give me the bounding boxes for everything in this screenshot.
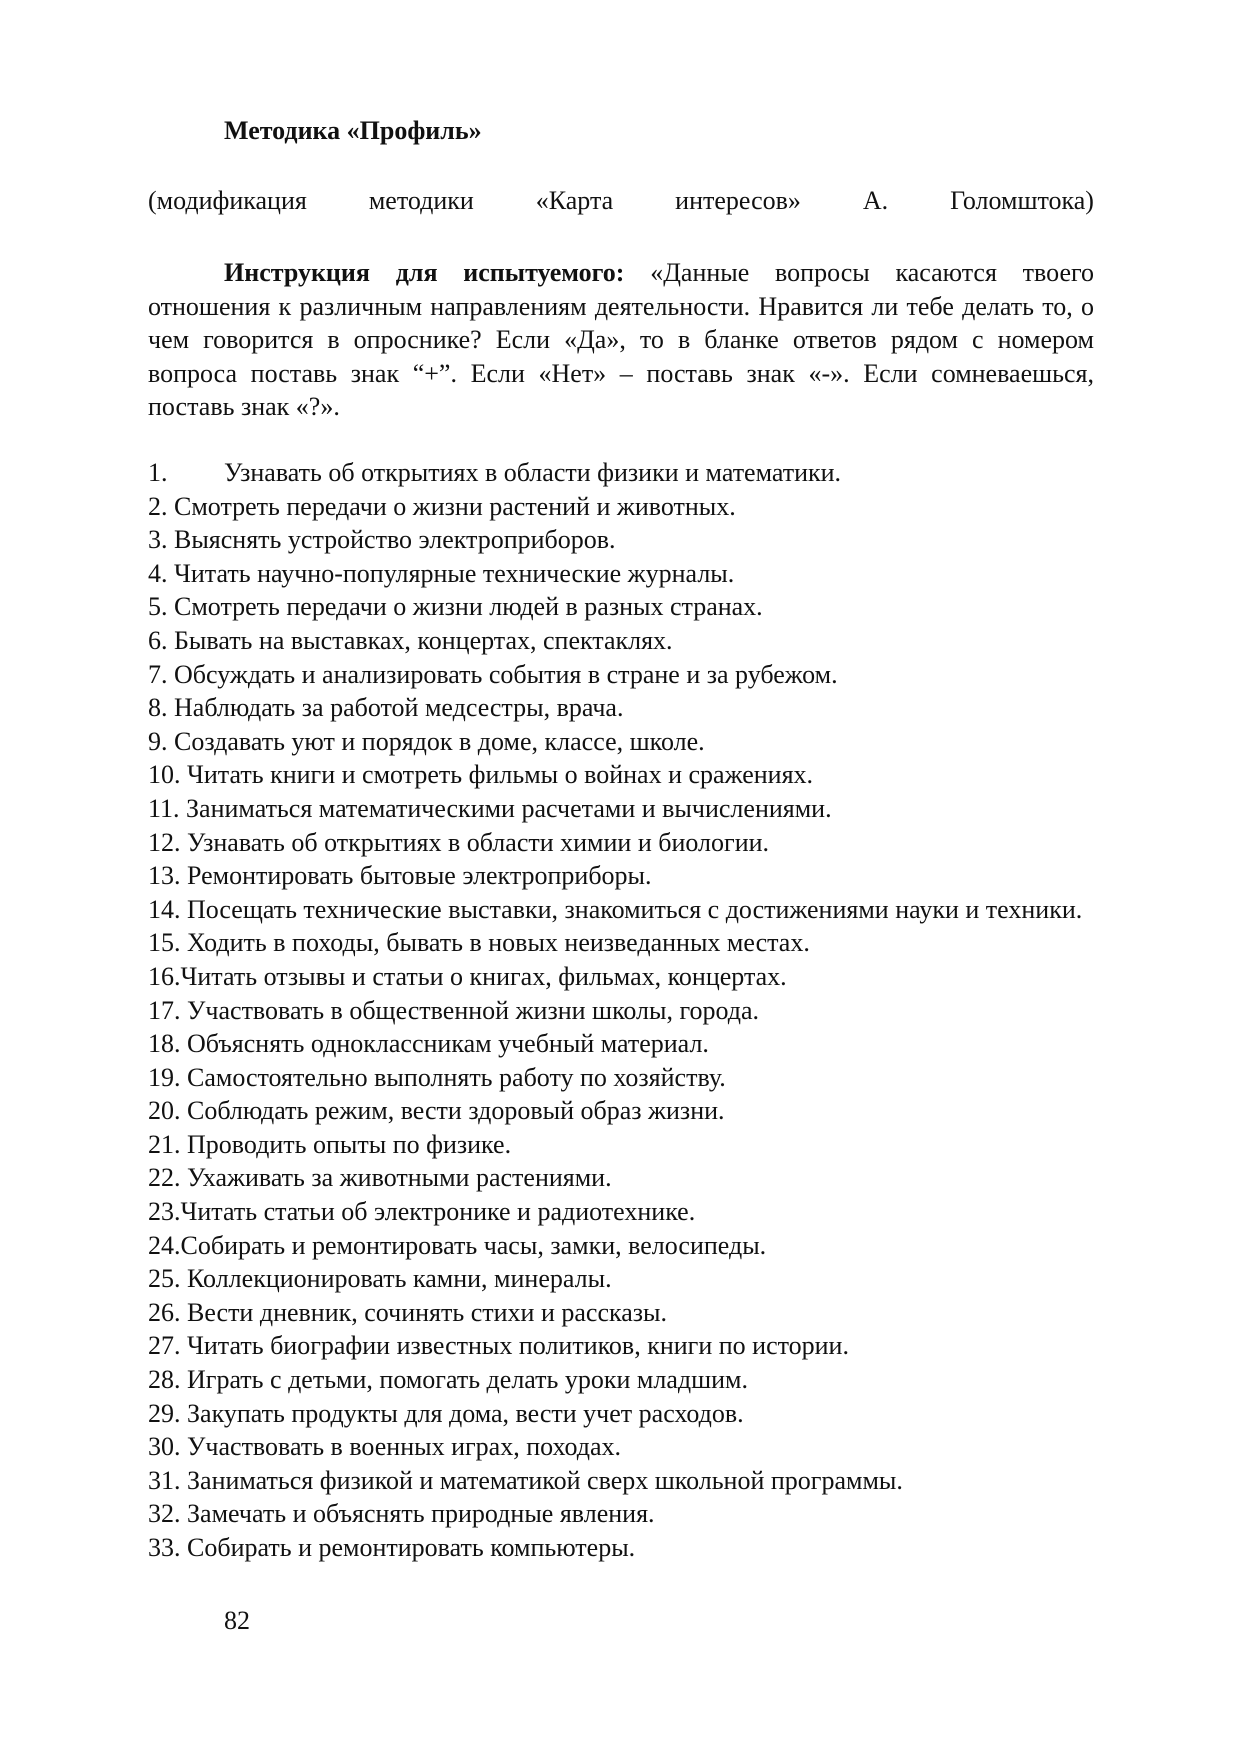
questionnaire-item: 21. Проводить опыты по физике. <box>148 1129 512 1159</box>
questionnaire-item: 30. Участвовать в военных играх, походах. <box>148 1432 621 1462</box>
questionnaire-item: 23.Читать статьи об электронике и радиотехнике. <box>148 1197 696 1227</box>
questionnaire-item: 11. Заниматься математическими расчетами и вычислениями. <box>148 793 832 823</box>
item-number: 1. <box>148 458 168 487</box>
questionnaire-item: 27. Читать биографии известных политиков, книги по истории. <box>148 1331 849 1361</box>
questionnaire-item: 31. Заниматься физикой и математикой сверх школьной программы. <box>148 1465 903 1495</box>
subtitle-word: А. <box>862 186 889 215</box>
document-title: Методика «Профиль» <box>224 116 482 145</box>
questionnaire-item: 26. Вести дневник, сочинять стихи и рассказы. <box>148 1297 667 1327</box>
instruction-label: Инструкция для испытуемого: <box>224 258 625 287</box>
questionnaire-item: 5. Смотреть передачи о жизни людей в разных странах. <box>148 592 763 622</box>
page-number: 82 <box>224 1606 250 1635</box>
subtitle-word: интересов» <box>675 186 801 215</box>
questionnaire-item <box>148 456 1094 490</box>
subtitle-word: (модификация <box>148 186 307 215</box>
questionnaire-item: 9. Создавать уют и порядок в доме, классе, школе. <box>148 726 705 756</box>
item-text: Узнавать об открытиях в области физики и математики. <box>224 458 842 487</box>
questionnaire-item: 14. Посещать технические выставки, знакомиться с достижениями науки и техники. <box>148 894 1083 924</box>
questionnaire-item: 4. Читать научно-популярные технические журналы. <box>148 558 735 588</box>
questionnaire-item: 2. Смотреть передачи о жизни растений и животных. <box>148 491 736 521</box>
questionnaire-item: 32. Замечать и объяснять природные явления. <box>148 1499 655 1529</box>
questionnaire-item: 15. Ходить в походы, бывать в новых неизведанных местах. <box>148 928 810 958</box>
questionnaire-item: 17. Участвовать в общественной жизни школы, города. <box>148 995 760 1025</box>
questionnaire-item: 12. Узнавать об открытиях в области химии и биологии. <box>148 827 770 857</box>
subtitle-word: методики <box>368 186 474 215</box>
questionnaire-item: 20. Соблюдать режим, вести здоровый образ жизни. <box>148 1096 725 1126</box>
questionnaire-item: 10. Читать книги и смотреть фильмы о войнах и сражениях. <box>148 760 814 790</box>
questionnaire-item: 7. Обсуждать и анализировать события в стране и за рубежом. <box>148 659 838 689</box>
questionnaire-item: 16.Читать отзывы и статьи о книгах, фильмах, концертах. <box>148 961 787 991</box>
questionnaire-item: 6. Бывать на выставках, концертах, спектаклях. <box>148 625 673 655</box>
questionnaire-item: 19. Самостоятельно выполнять работу по хозяйству. <box>148 1062 726 1092</box>
questionnaire-item: 25. Коллекционировать камни, минералы. <box>148 1264 612 1294</box>
questionnaire-item: 29. Закупать продукты для дома, вести учет расходов. <box>148 1398 744 1428</box>
questionnaire-item: 18. Объяснять одноклассникам учебный материал. <box>148 1029 709 1059</box>
instruction-paragraph <box>148 256 1094 424</box>
questionnaire-item: 8. Наблюдать за работой медсестры, врача. <box>148 693 624 723</box>
questionnaire-item: 24.Собирать и ремонтировать часы, замки, велосипеды. <box>148 1230 767 1260</box>
questionnaire-item: 33. Собирать и ремонтировать компьютеры. <box>148 1533 636 1562</box>
questionnaire-item: 13. Ремонтировать бытовые электроприборы. <box>148 861 652 891</box>
questionnaire-list <box>148 456 1094 1565</box>
document-subtitle <box>148 186 1094 216</box>
questionnaire-item: 3. Выяснять устройство электроприборов. <box>148 525 616 555</box>
instruction-text: «Данные вопросы касаются твоего отношения к различным направлениям деятельности. Нравится ли тебе делать то, о чем говорится в опроснике? Если «Да», то в бланке ответов рядом с номером вопроса поставь знак “+”. Если «Нет» – поставь знак «-». Если сомневаешься, поставь знак «?». <box>148 258 1094 421</box>
questionnaire-item: 22. Ухаживать за животными растениями. <box>148 1163 612 1193</box>
subtitle-word: Голомштока) <box>950 186 1094 215</box>
questionnaire-item: 28. Играть с детьми, помогать делать уроки младшим. <box>148 1365 749 1395</box>
subtitle-word: «Карта <box>535 186 614 215</box>
